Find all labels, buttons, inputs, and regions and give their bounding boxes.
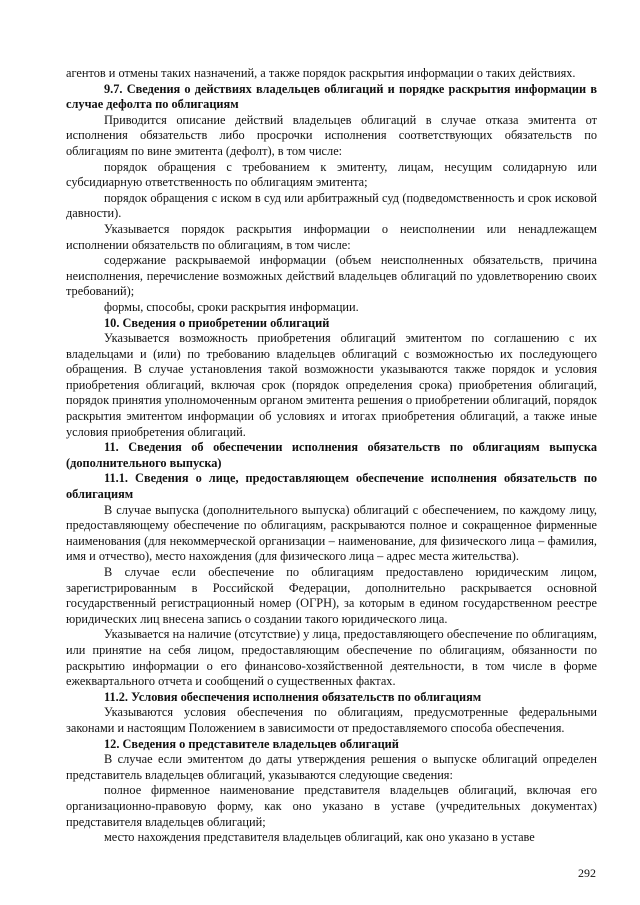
page-number: 292 — [578, 866, 596, 880]
paragraph: В случае выпуска (дополнительного выпуска) облигаций с обеспечением, по каждому лицу, предоставляющему обеспечение по облигациям, раскрываются полное и сокращенное фирменные наименования (для некоммерческой организации – наименование, для физического лица – фамилия, имя и отчество), место нахождения (для физического лица – адрес места жительства). — [66, 502, 597, 564]
paragraph: содержание раскрываемой информации (объем неисполненных обязательств, причина неисполнения, перечисление возможных действий владельцев облигаций по удовлетворению своих требований); — [66, 253, 597, 299]
section-heading: 11.2. Условия обеспечения исполнения обязательств по облигациям — [104, 689, 482, 704]
section-heading: 12. Сведения о представителе владельцев облигаций — [104, 736, 399, 751]
section-heading: 11.1. Сведения о лице, предоставляющем обеспечение исполнения обязательств по облигациям — [66, 471, 597, 502]
paragraph: В случае если эмитентом до даты утверждения решения о выпуске облигаций определен представитель владельцев облигаций, указываются следующие сведения: — [66, 752, 597, 782]
paragraph: порядок обращения с требованием к эмитенту, лицам, несущим солидарную или субсидиарную ответственность по облигациям эмитента; — [66, 159, 597, 190]
section-heading: 11. Сведения об обеспечении исполнения обязательств по облигациям выпуска (дополнительного выпуска) — [66, 440, 597, 470]
paragraph: полное фирменное наименование представителя владельцев облигаций, включая его организационно-правовую форму, как оно указано в уставе (учредительных документах) представителя владельцев облигаций; — [66, 783, 597, 829]
paragraph: формы, способы, сроки раскрытия информации. — [104, 299, 359, 314]
paragraph: Указывается порядок раскрытия информации о неисполнении или ненадлежащем исполнении обязательств по облигациям, в том числе: — [66, 221, 597, 252]
paragraph: Указываются условия обеспечения по облигациям, предусмотренные федеральными законами и настоящим Положением в зависимости от предоставляемого способа обеспечения. — [66, 705, 597, 735]
section-heading: 9.7. Сведения о действиях владельцев облигаций и порядке раскрытия информации в случае дефолта по облигациям — [66, 81, 597, 112]
section-heading: 10. Сведения о приобретении облигаций — [104, 315, 330, 330]
paragraph: Указывается возможность приобретения облигаций эмитентом по соглашению с их владельцами и (или) по требованию владельцев облигаций с возможностью их последующего обращения. В случае установления такой возможности указываются также порядок и условия приобретения облигаций, включая срок (порядок определения срока) приобретения облигаций, порядок принятия уполномоченным органом эмитента решения о приобретении облигаций, порядок раскрытия эмитентом информации об условиях и итогах приобретения облигаций, а также иные условия приобретения облигаций. — [66, 331, 598, 439]
document-body — [66, 66, 597, 846]
paragraph: Указывается на наличие (отсутствие) у лица, предоставляющего обеспечение по облигациям, или принятие на себя лицом, предоставляющим обеспечение по облигациям, обязанности по раскрытию информации о его финансово-хозяйственной деятельности, в том числе в форме ежеквартального отчета и сообщений о существенных фактах. — [66, 627, 597, 689]
paragraph: место нахождения представителя владельцев облигаций, как оно указано в уставе — [104, 830, 535, 845]
paragraph: порядок обращения с иском в суд или арбитражный суд (подведомственность и срок исковой давности). — [66, 190, 597, 221]
paragraph: В случае если обеспечение по облигациям предоставлено юридическим лицом, зарегистрированным в Российской Федерации, дополнительно раскрывается основной государственный регистрационный номер (ОГРН), за которым в едином государственном реестре юридических лиц внесена запись о создании такого юридического лица. — [66, 565, 597, 626]
paragraph: Приводится описание действий владельцев облигаций в случае отказа эмитента от исполнения обязательств либо просрочки исполнения соответствующих обязательств по облигациям по вине эмитента (дефолт), в том числе: — [66, 112, 597, 158]
paragraph: агентов и отмены таких назначений, а также порядок раскрытия информации о таких действиях. — [66, 66, 576, 80]
